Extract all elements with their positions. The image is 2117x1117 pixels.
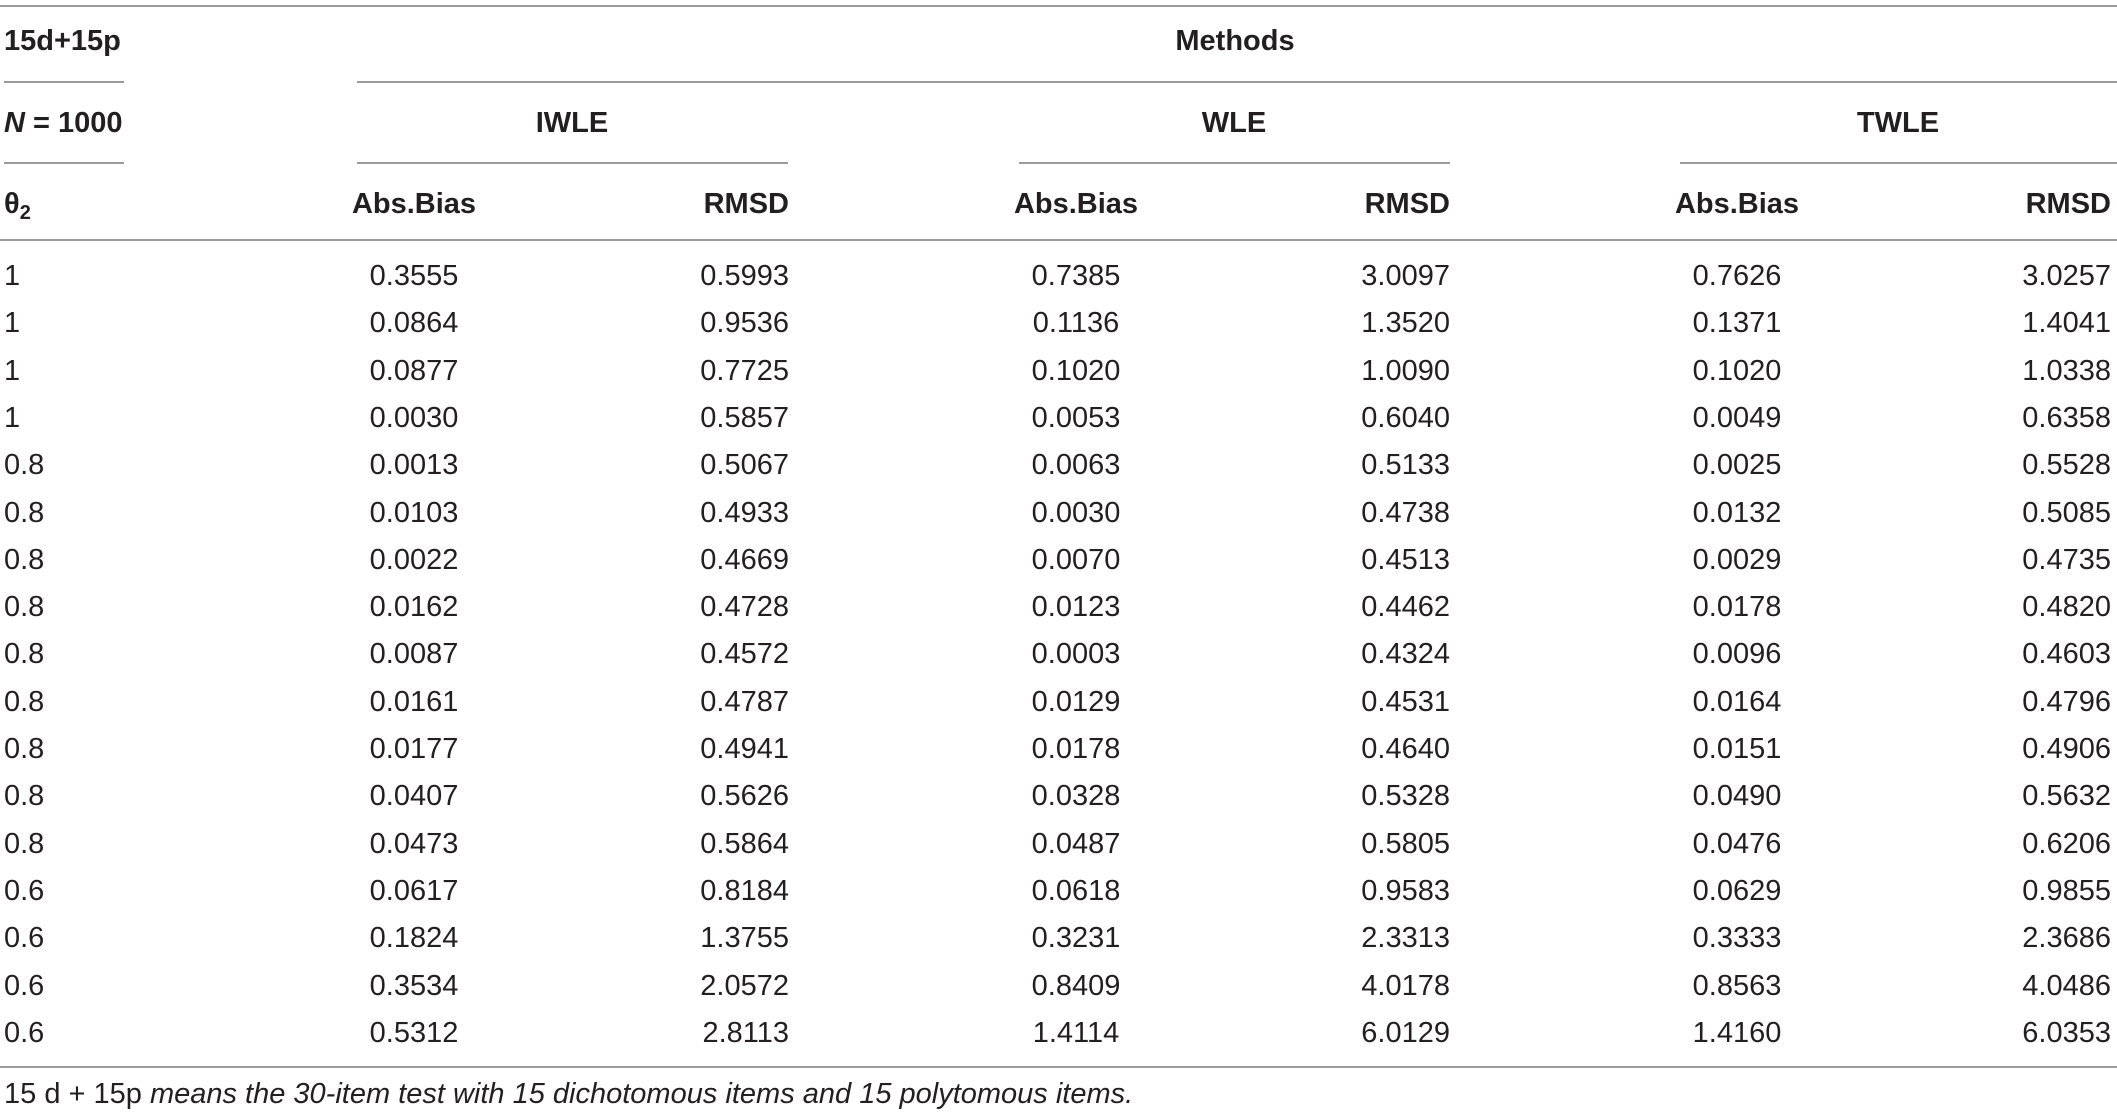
twle-abs-bias-cell: 0.0049 bbox=[1692, 401, 1782, 434]
twle-abs-bias-cell: 0.0151 bbox=[1692, 733, 1782, 765]
wle-rmsd-cell: 0.4462 bbox=[1361, 591, 1450, 624]
footnote-text: means the 30-item test with 15 dichotomous items and 15 polytomous items. bbox=[141, 1078, 1134, 1110]
wle-abs-bias-cell: 0.0003 bbox=[1031, 638, 1121, 671]
iwle-rmsd-cell: 0.4933 bbox=[700, 496, 789, 529]
twle-rmsd-cell: 1.4041 bbox=[2022, 307, 2111, 340]
wle-abs-bias-cell: 0.3231 bbox=[1031, 922, 1121, 955]
iwle-abs-bias-cell: 0.0473 bbox=[369, 827, 459, 860]
iwle-rmsd-cell: 0.5626 bbox=[700, 780, 789, 813]
theta-value-cell: 0.8 bbox=[4, 449, 45, 482]
twle-rmsd-cell: 6.0353 bbox=[2022, 1016, 2111, 1049]
twle-rmsd-cell: 0.4603 bbox=[2022, 638, 2111, 671]
wle-rmsd-cell: 0.5805 bbox=[1361, 827, 1450, 860]
wle-rmsd-header: RMSD bbox=[1364, 188, 1450, 220]
theta-symbol: θ bbox=[4, 188, 20, 220]
wle-abs-bias-cell: 0.0053 bbox=[1031, 401, 1121, 434]
wle-abs-bias-cell: 0.0487 bbox=[1031, 827, 1121, 860]
wle-rmsd-cell: 1.0090 bbox=[1361, 354, 1450, 387]
iwle-abs-bias-cell: 0.0030 bbox=[369, 401, 459, 434]
method-twle: TWLE bbox=[1856, 107, 1940, 139]
twle-rmsd-cell: 2.3686 bbox=[2022, 922, 2111, 955]
twle-rmsd-cell: 0.4820 bbox=[2022, 591, 2111, 624]
iwle-abs-bias-cell: 0.0013 bbox=[369, 449, 459, 482]
iwle-rmsd-cell: 0.5864 bbox=[700, 827, 789, 860]
twle-abs-bias-cell: 0.3333 bbox=[1692, 922, 1782, 955]
sample-size-label bbox=[4, 105, 123, 141]
theta-value-cell: 0.6 bbox=[4, 922, 45, 955]
wle-abs-bias-cell: 0.0030 bbox=[1031, 496, 1121, 529]
wle-rmsd-cell: 3.0097 bbox=[1361, 260, 1450, 292]
methods-underline bbox=[357, 81, 2117, 83]
table-bottom-rule bbox=[0, 1066, 2117, 1068]
theta-value-cell: 0.8 bbox=[4, 685, 45, 718]
theta-value-cell: 0.6 bbox=[4, 874, 45, 907]
twle-rmsd-header: RMSD bbox=[2025, 188, 2111, 220]
iwle-rmsd-cell: 0.8184 bbox=[700, 874, 789, 907]
iwle-rmsd-cell: 0.4787 bbox=[700, 685, 789, 718]
twle-abs-bias-cell: 0.0164 bbox=[1692, 685, 1782, 718]
wle-abs-bias-cell: 0.0063 bbox=[1031, 449, 1121, 482]
iwle-abs-bias-cell: 0.0162 bbox=[369, 591, 459, 624]
corner-rule-1 bbox=[4, 81, 124, 83]
iwle-rmsd-cell: 0.4572 bbox=[700, 638, 789, 671]
twle-abs-bias-header: Abs.Bias bbox=[1674, 188, 1800, 220]
theta-value-cell: 0.8 bbox=[4, 827, 45, 860]
wle-abs-bias-cell: 0.0070 bbox=[1031, 543, 1121, 576]
iwle-abs-bias-cell: 0.0161 bbox=[369, 685, 459, 718]
wle-abs-bias-cell: 0.0618 bbox=[1031, 874, 1121, 907]
theta-value-cell: 1 bbox=[4, 260, 21, 292]
twle-rmsd-cell: 0.6206 bbox=[2022, 827, 2111, 860]
twle-rmsd-cell: 1.0338 bbox=[2022, 354, 2111, 387]
theta-value-cell: 0.6 bbox=[4, 1016, 45, 1049]
wle-abs-bias-cell: 0.1136 bbox=[1032, 307, 1120, 340]
wle-abs-bias-cell: 0.0178 bbox=[1031, 733, 1121, 765]
iwle-abs-bias-cell: 0.0877 bbox=[369, 354, 459, 387]
twle-abs-bias-cell: 1.4160 bbox=[1692, 1016, 1782, 1049]
iwle-rmsd-cell: 2.8113 bbox=[702, 1016, 789, 1049]
wle-rmsd-cell: 4.0178 bbox=[1361, 969, 1450, 1002]
twle-rmsd-cell: 4.0486 bbox=[2022, 969, 2111, 1002]
iwle-abs-bias-cell: 0.0022 bbox=[369, 543, 459, 576]
theta-value-cell: 0.8 bbox=[4, 543, 45, 576]
twle-rmsd-cell: 0.5085 bbox=[2022, 496, 2111, 529]
wle-rmsd-cell: 0.5133 bbox=[1361, 449, 1450, 482]
iwle-rmsd-cell: 0.9536 bbox=[700, 307, 789, 340]
twle-rmsd-cell: 3.0257 bbox=[2022, 260, 2111, 292]
theta-value-cell: 1 bbox=[4, 401, 21, 434]
iwle-rmsd-cell: 1.3755 bbox=[700, 922, 789, 955]
iwle-rmsd-header: RMSD bbox=[703, 188, 789, 220]
iwle-rmsd-cell: 0.7725 bbox=[700, 354, 789, 387]
iwle-abs-bias-cell: 0.0617 bbox=[369, 874, 459, 907]
theta-value-cell: 0.8 bbox=[4, 733, 45, 765]
method-iwle: IWLE bbox=[535, 107, 609, 139]
theta-value-cell: 1 bbox=[4, 307, 21, 340]
wle-abs-bias-cell: 0.0328 bbox=[1031, 780, 1121, 813]
methods-header: Methods bbox=[1175, 25, 1295, 57]
iwle-abs-bias-cell: 0.0177 bbox=[369, 733, 459, 765]
twle-abs-bias-cell: 0.0490 bbox=[1692, 780, 1782, 813]
wle-rmsd-cell: 0.4324 bbox=[1361, 638, 1450, 671]
footnote-term: 15 d + 15p bbox=[4, 1078, 142, 1110]
wle-abs-bias-cell: 0.0123 bbox=[1031, 591, 1121, 624]
theta-value-cell: 0.6 bbox=[4, 969, 45, 1002]
twle-abs-bias-cell: 0.0132 bbox=[1692, 496, 1782, 529]
twle-rmsd-cell: 0.4906 bbox=[2022, 733, 2111, 765]
n-value: = 1000 bbox=[24, 107, 123, 139]
header-bottom-rule bbox=[0, 239, 2117, 241]
iwle-abs-bias-cell: 0.1824 bbox=[369, 922, 459, 955]
twle-abs-bias-cell: 0.1020 bbox=[1692, 354, 1782, 387]
iwle-rmsd-cell: 0.4728 bbox=[700, 591, 789, 624]
iwle-abs-bias-cell: 0.5312 bbox=[369, 1016, 459, 1049]
twle-abs-bias-cell: 0.1371 bbox=[1692, 307, 1782, 340]
twle-rmsd-cell: 0.9855 bbox=[2022, 874, 2111, 907]
iwle-rmsd-cell: 0.5067 bbox=[700, 449, 789, 482]
iwle-rmsd-cell: 0.5857 bbox=[700, 401, 789, 434]
wle-rmsd-cell: 0.9583 bbox=[1361, 874, 1450, 907]
iwle-underline bbox=[357, 162, 788, 164]
twle-abs-bias-cell: 0.0025 bbox=[1692, 449, 1782, 482]
twle-abs-bias-cell: 0.0029 bbox=[1692, 543, 1782, 576]
twle-underline bbox=[1680, 162, 2117, 164]
wle-rmsd-cell: 0.4738 bbox=[1361, 496, 1450, 529]
n-symbol: N bbox=[4, 107, 25, 139]
iwle-abs-bias-cell: 0.0407 bbox=[369, 780, 459, 813]
method-wle: WLE bbox=[1201, 107, 1267, 139]
twle-abs-bias-cell: 0.8563 bbox=[1692, 969, 1782, 1002]
table-footnote bbox=[4, 1076, 1133, 1112]
twle-rmsd-cell: 0.4735 bbox=[2022, 543, 2111, 576]
wle-rmsd-cell: 1.3520 bbox=[1361, 307, 1450, 340]
wle-abs-bias-header: Abs.Bias bbox=[1013, 188, 1139, 220]
iwle-abs-bias-cell: 0.0087 bbox=[369, 638, 459, 671]
theta-value-cell: 0.8 bbox=[4, 780, 45, 813]
twle-rmsd-cell: 0.4796 bbox=[2022, 685, 2111, 718]
iwle-abs-bias-cell: 0.3555 bbox=[369, 260, 459, 292]
wle-underline bbox=[1019, 162, 1450, 164]
wle-rmsd-cell: 0.5328 bbox=[1361, 780, 1450, 813]
twle-rmsd-cell: 0.5528 bbox=[2022, 449, 2111, 482]
wle-rmsd-cell: 0.4640 bbox=[1361, 733, 1450, 765]
wle-abs-bias-cell: 0.1020 bbox=[1031, 354, 1121, 387]
iwle-abs-bias-cell: 0.0864 bbox=[369, 307, 459, 340]
theta-value-cell: 0.8 bbox=[4, 591, 45, 624]
design-label: 15d+15p bbox=[4, 25, 121, 57]
twle-abs-bias-cell: 0.0178 bbox=[1692, 591, 1782, 624]
wle-rmsd-cell: 0.6040 bbox=[1361, 401, 1450, 434]
wle-rmsd-cell: 0.4531 bbox=[1361, 685, 1450, 718]
twle-abs-bias-cell: 0.0096 bbox=[1692, 638, 1782, 671]
theta-value-cell: 0.8 bbox=[4, 638, 45, 671]
theta-column-header bbox=[4, 186, 31, 222]
iwle-abs-bias-header: Abs.Bias bbox=[351, 188, 477, 220]
iwle-rmsd-cell: 2.0572 bbox=[700, 969, 789, 1002]
corner-rule-2 bbox=[4, 162, 124, 164]
theta-value-cell: 0.8 bbox=[4, 496, 45, 529]
wle-rmsd-cell: 2.3313 bbox=[1361, 922, 1450, 955]
iwle-rmsd-cell: 0.4941 bbox=[700, 733, 789, 765]
iwle-abs-bias-cell: 0.0103 bbox=[369, 496, 459, 529]
wle-abs-bias-cell: 0.8409 bbox=[1031, 969, 1121, 1002]
theta-value-cell: 1 bbox=[4, 354, 21, 387]
wle-abs-bias-cell: 1.4114 bbox=[1032, 1016, 1120, 1049]
iwle-abs-bias-cell: 0.3534 bbox=[369, 969, 459, 1002]
twle-abs-bias-cell: 0.0476 bbox=[1692, 827, 1782, 860]
twle-abs-bias-cell: 0.7626 bbox=[1692, 260, 1782, 292]
wle-rmsd-cell: 0.4513 bbox=[1361, 543, 1450, 576]
twle-rmsd-cell: 0.5632 bbox=[2022, 780, 2111, 813]
top-rule bbox=[0, 5, 2117, 7]
wle-abs-bias-cell: 0.0129 bbox=[1031, 685, 1121, 718]
iwle-rmsd-cell: 0.5993 bbox=[700, 260, 789, 292]
twle-abs-bias-cell: 0.0629 bbox=[1692, 874, 1782, 907]
iwle-rmsd-cell: 0.4669 bbox=[700, 543, 789, 576]
wle-abs-bias-cell: 0.7385 bbox=[1031, 260, 1121, 292]
wle-rmsd-cell: 6.0129 bbox=[1361, 1016, 1450, 1049]
theta-subscript: 2 bbox=[19, 202, 31, 224]
twle-rmsd-cell: 0.6358 bbox=[2022, 401, 2111, 434]
